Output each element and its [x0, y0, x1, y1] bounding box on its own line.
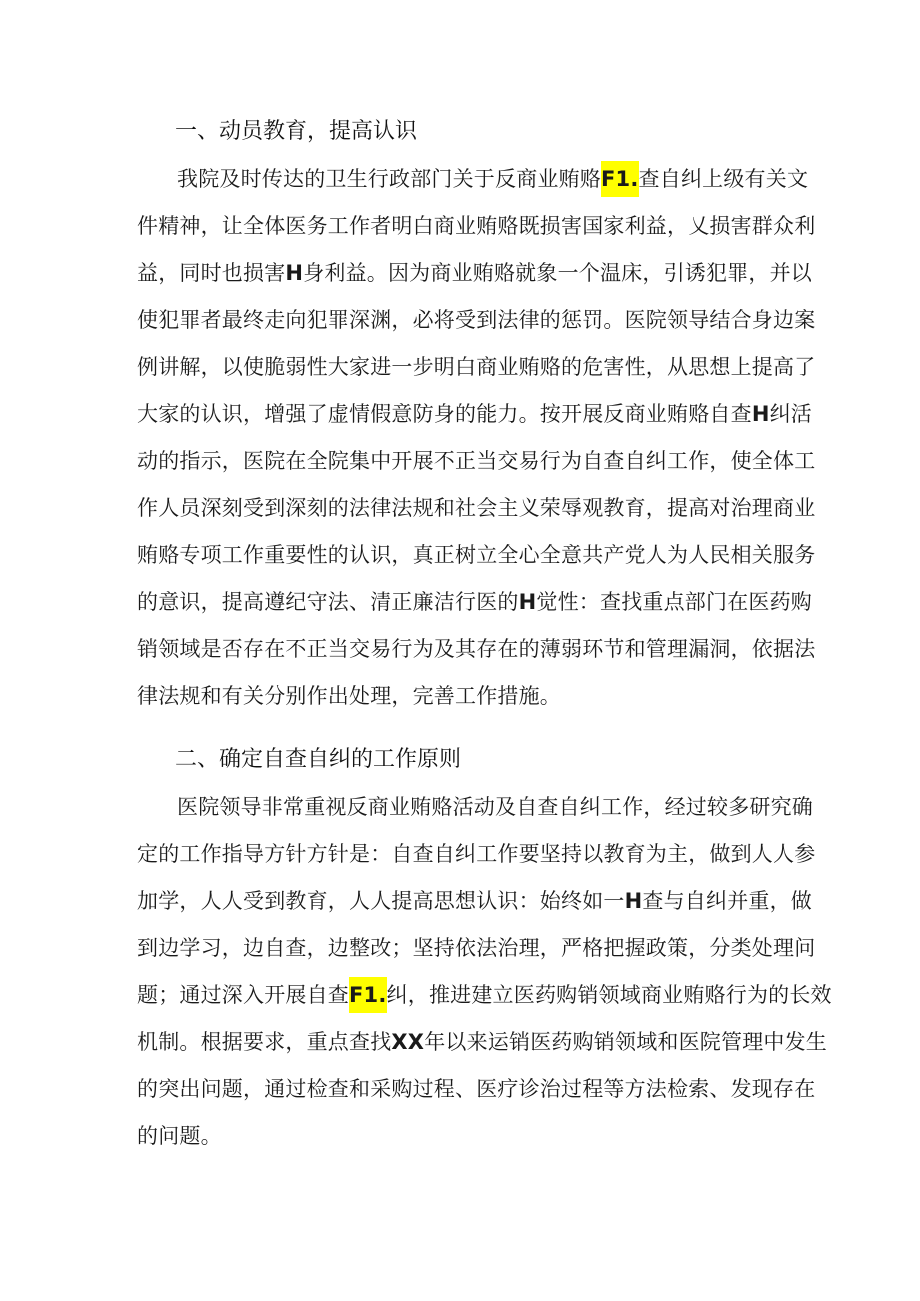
paragraph-line: 我院及时传达的卫生行政部门关于反商业贿赂F1.查自纠上级有关文 [137, 156, 787, 203]
bold-glyph: H [518, 590, 537, 614]
highlight-marker: F1. [349, 977, 387, 1013]
section2-heading: 二、确定自查自纠的工作原则 [175, 747, 462, 772]
paragraph-line: 销领域是否存在不正当交易行为及其存在的薄弱环节和管理漏洞，依据法 [137, 637, 816, 661]
section2-paragraph [137, 784, 832, 1160]
paragraph-line: 使犯罪者最终走向犯罪深渊，必将受到法律的惩罚。医院领导结合身边案 [137, 308, 816, 332]
paragraph-line: 例讲解，以使脆弱性大家进一步明白商业贿赂的危害性，从思想上提高了 [137, 355, 816, 379]
paragraph-line: 贿赂专项工作重要性的认识，真正树立全心全意共产党人为人民相关服务 [137, 543, 816, 567]
paragraph-line: 医院领导非常重视反商业贿赂活动及自查自纠工作，经过较多研究确 [177, 795, 813, 819]
bold-glyph: H [285, 261, 304, 285]
section1-paragraph [137, 156, 816, 720]
bold-glyph: H [624, 889, 643, 913]
paragraph-line: 大家的认识，增强了虚情假意防身的能力。按开展反商业贿赂自查H纠活 [137, 402, 812, 426]
paragraph-line: 件精神，让全体医务工作者明白商业贿赂既损害国家利益，乂损害群众利 [137, 214, 816, 238]
paragraph-line: 机制。根据要求，重点查找XX年以来运销医药购销领域和医院管理中发生 [137, 1030, 828, 1054]
paragraph-line: 到边学习，边自查，边整改；坚持依法治理，严格把握政策，分类处理问 [137, 936, 816, 960]
section1-heading: 一、动员教育，提高认识 [175, 119, 418, 144]
highlight-marker: F1. [601, 161, 639, 197]
paragraph-line: 的问题。 [137, 1124, 222, 1148]
paragraph-line: 的突出问题，通过检查和采购过程、医疗诊治过程等方法检索、发现存在 [137, 1077, 816, 1101]
paragraph-line: 加学，人人受到教育，人人提高思想认识：始终如一H查与自纠并重，做 [137, 889, 812, 913]
paragraph-line: 作人员深刻受到深刻的法律法规和社会主义荣辱观教育，提高对治理商业 [137, 496, 816, 520]
paragraph-line: 动的指示，医院在全院集中开展不正当交易行为自查自纠工作，使全体工 [137, 449, 816, 473]
paragraph-line: 的意识，提高遵纪守法、清正廉洁行医的H觉性：查找重点部门在医药购 [137, 590, 812, 614]
paragraph-line: 益，同时也损害H身利益。因为商业贿赂就象一个温床，引诱犯罪，并以 [137, 261, 812, 285]
paragraph-line: 定的工作指导方针方针是：自查自纠工作要坚持以教育为主，做到人人参 [137, 842, 816, 866]
paragraph-line: 律法规和有关分别作出处理，完善工作措施。 [137, 684, 561, 708]
bold-glyph: H [751, 402, 770, 426]
paragraph-line: 题；通过深入开展自查F1.纠，推进建立医药购销领域商业贿赂行为的长效 [137, 972, 787, 1019]
bold-glyph: XX [391, 1030, 425, 1054]
